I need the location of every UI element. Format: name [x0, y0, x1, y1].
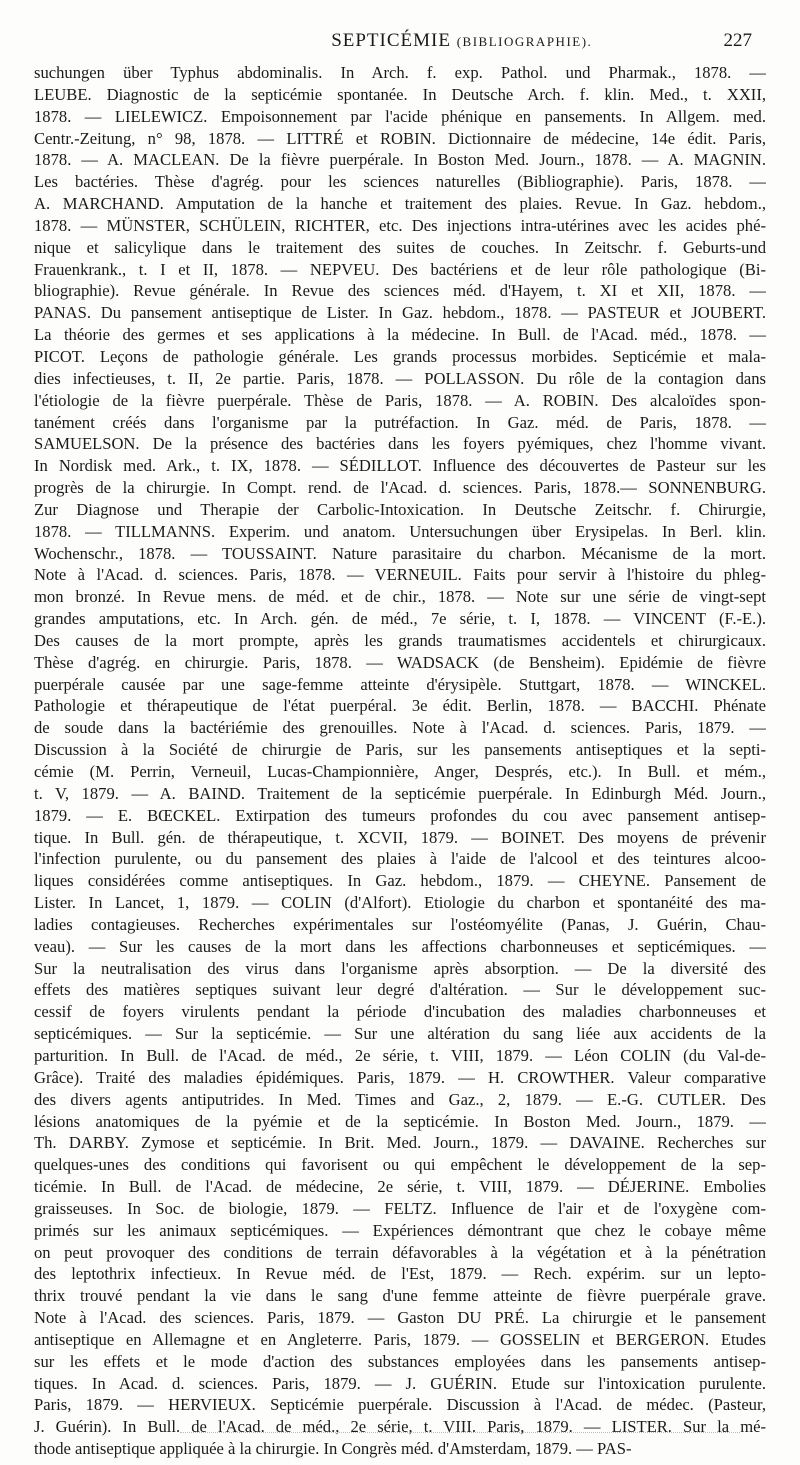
text-line: 1878. — LIELEWICZ. Empoisonnement par l'acide phénique en pansements. In Allgem. med. — [34, 106, 766, 126]
text-line: graisseuses. In Soc. de biologie, 1879. — FELTZ. Influence de l'air et de l'oxygène com- — [34, 1198, 766, 1218]
text-line: PICOT. Leçons de pathologie générale. Les grands processus morbides. Septicémie et mala- — [34, 346, 766, 366]
text-line: Centr.-Zeitung, n° 98, 1878. — LITTRÉ et ROBIN. Dictionnaire de médecine, 14e édit. Paris, — [34, 128, 766, 148]
text-line: primés sur les animaux septicémiques. — Expériences démontrant que chez le cobaye même — [34, 1220, 766, 1240]
text-line: veau). — Sur les causes de la mort dans les affections charbonneuses et septicémiques. — — [34, 936, 766, 956]
text-line: de soude dans la bactériémie des grenouilles. Note à l'Acad. d. sciences. Paris, 1879. — — [34, 718, 766, 738]
text-line: grandes amputations, etc. In Arch. gén. de méd., 7e série, t. I, 1878. — VINCENT (F.-E.). — [34, 609, 766, 629]
text-line: PANAS. Du pansement antiseptique de Lister. In Gaz. hebdom., 1878. — PASTEUR et JOUBERT. — [34, 303, 766, 323]
text-line: ticémie. In Bull. de l'Acad. de médecine, 2e série, t. VIII, 1879. — DÉJERINE. Embolies — [34, 1177, 766, 1197]
text-line: effets des matières septiques suivant leur degré d'altération. — Sur le développement suc- — [34, 980, 766, 1000]
text-line: A. MARCHAND. Amputation de la hanche et traitement des plaies. Revue. In Gaz. hebdom., — [34, 194, 766, 214]
text-line: Sur la neutralisation des virus dans l'organisme après absorption. — De la diversité des — [34, 958, 766, 978]
text-line: 1879. — E. BŒCKEL. Extirpation des tumeurs profondes du cou avec pansement antisep- — [34, 805, 766, 825]
running-title — [331, 30, 592, 52]
text-line: tiques. In Acad. d. sciences. Paris, 1879. — J. GUÉRIN. Etude sur l'intoxication purulente. — [34, 1373, 766, 1393]
footer-rule — [180, 1432, 740, 1434]
page-number: 227 — [723, 30, 752, 51]
text-line: Grâce). Traité des maladies épidémiques. Paris, 1879. — H. CROWTHER. Valeur comparative — [34, 1067, 766, 1087]
text-line: Thèse d'agrég. en chirurgie. Paris, 1878. — WADSACK (de Bensheim). Epidémie de fièvre — [34, 652, 766, 672]
text-line: Paris, 1879. — HERVIEUX. Septicémie puerpérale. Discussion à l'Acad. de médec. (Pasteur, — [34, 1395, 766, 1415]
text-line: Les bactéries. Thèse d'agrég. pour les sciences naturelles (Bibliographie). Paris, 1878. — — [34, 172, 766, 192]
text-line: l'étiologie de la fièvre puerpérale. Thèse de Paris, 1878. — A. ROBIN. Des alcaloïdes spon- — [34, 390, 766, 410]
bibliography-body — [34, 62, 766, 1460]
text-line: Th. DARBY. Zymose et septicémie. In Brit. Med. Journ., 1879. — DAVAINE. Recherches sur — [34, 1133, 766, 1153]
text-line: t. V, 1879. — A. BAIND. Traitement de la septicémie puerpérale. In Edinburgh Méd. Journ., — [34, 783, 766, 803]
text-line: nique et salicylique dans le traitement des suites de couches. In Zeitschr. f. Geburts-und — [34, 237, 766, 257]
text-line: sur les effets et le mode d'action des substances employées dans les pansements antisep- — [34, 1351, 766, 1371]
text-line: tanément créés dans l'organisme par la putréfaction. In Gaz. méd. de Paris, 1878. — — [34, 412, 766, 432]
text-line: Discussion à la Société de chirurgie de Paris, sur les pansements antiseptiques et la septi- — [34, 740, 766, 760]
text-line: thode antiseptique appliquée à la chirurgie. In Congrès méd. d'Amsterdam, 1879. — PAS- — [34, 1439, 632, 1459]
text-line: 1878. — A. MACLEAN. De la fièvre puerpérale. In Boston Med. Journ., 1878. — A. MAGNIN. — [34, 150, 766, 170]
text-line: suchungen über Typhus abdominalis. In Arch. f. exp. Pathol. und Pharmak., 1878. — — [34, 63, 766, 82]
text-line: Zur Diagnose und Therapie der Carbolic-Intoxication. In Deutsche Zeitschr. f. Chirurgie, — [34, 499, 766, 519]
text-line: progrès de la chirurgie. In Compt. rend. de l'Acad. d. sciences. Paris, 1878.— SONNENBURG. — [34, 478, 766, 498]
text-line: Des causes de la mort prompte, après les grands traumatismes accidentels et chirurgicaux. — [34, 630, 766, 650]
text-line: LEUBE. Diagnostic de la septicémie spontanée. In Deutsche Arch. f. klin. Med., t. XXII, — [34, 84, 766, 104]
text-line: Wochenschr., 1878. — TOUSSAINT. Nature parasitaire du charbon. Mécanisme de la mort. — [34, 543, 766, 563]
text-line: J. Guérin). In Bull. de l'Acad. de méd., 2e série, t. VIII. Paris, 1879. — LISTER. Sur la mé- — [34, 1417, 766, 1437]
text-line: SAMUELSON. De la présence des bactéries dans les foyers pyémiques, chez l'homme vivant. — [34, 434, 766, 454]
text-line: Note à l'Acad. des sciences. Paris, 1879. — Gaston DU PRÉ. La chirurgie et le pansement — [34, 1308, 766, 1328]
text-line: des divers agents antiputrides. In Med. Times and Gaz., 2, 1879. — E.-G. CUTLER. Des — [34, 1089, 766, 1109]
text-line: thrix trouvé pendant la vie dans le sang d'une femme atteinte de fièvre puerpérale grave. — [34, 1286, 766, 1306]
text-line: Frauenkrank., t. I et II, 1878. — NEPVEU. Des bactériens et de leur rôle pathologique (Bi- — [34, 259, 766, 279]
page-header — [60, 30, 752, 56]
text-line: cessif de foyers virulents pendant la période d'incubation des maladies charbonneuses et — [34, 1002, 766, 1022]
text-line: quelques-unes des conditions qui favorisent ou qui empêchent le développement de la sep- — [34, 1155, 766, 1175]
text-line: septicémiques. — Sur la septicémie. — Sur une altération du sang liée aux accidents de la — [34, 1024, 766, 1044]
text-line: parturition. In Bull. de l'Acad. de méd., 2e série, t. VIII, 1879. — Léon COLIN (du Val-de- — [34, 1045, 766, 1065]
text-line: 1878. — TILLMANNS. Experim. und anatom. Untersuchungen über Erysipelas. In Berl. klin. — [34, 521, 766, 541]
text-line: dies infectieuses, t. II, 2e partie. Paris, 1878. — POLLASSON. Du rôle de la contagion dans — [34, 368, 766, 388]
text-line: puerpérale causée par une sage-femme atteinte d'érysipèle. Stuttgart, 1878. — WINCKEL. — [34, 674, 766, 694]
text-line: cémie (M. Perrin, Verneuil, Lucas-Championnière, Anger, Després, etc.). In Bull. et mém., — [34, 762, 766, 781]
text-line: tique. In Bull. gén. de thérapeutique, t. XCVII, 1879. — BOINET. Des moyens de prévenir — [34, 827, 766, 847]
text-line: on peut provoquer des conditions de terrain défavorables à la végétation et à la pénétration — [34, 1242, 766, 1262]
text-line: Lister. In Lancet, 1, 1879. — COLIN (d'Alfort). Etiologie du charbon et spontanéité des ma- — [34, 893, 766, 913]
running-title-main: SEPTICÉMIE — [331, 30, 451, 51]
text-line: l'infection purulente, ou du pansement des plaies à l'aide de l'alcool et des teintures alcoo- — [34, 849, 766, 869]
text-line: La théorie des germes et ses applications à la médecine. In Bull. de l'Acad. méd., 1878. — — [34, 325, 766, 345]
text-line: lésions anatomiques de la pyémie et de la septicémie. In Boston Med. Journ., 1879. — — [34, 1111, 766, 1131]
text-line: Pathologie et thérapeutique de l'état puerpéral. 3e édit. Berlin, 1878. — BACCHI. Phénate — [34, 696, 766, 716]
text-line: Note à l'Acad. d. sciences. Paris, 1878. — VERNEUIL. Faits pour servir à l'histoire du phleg- — [34, 565, 766, 585]
text-line: In Nordisk med. Ark., t. IX, 1878. — SÉDILLOT. Influence des découvertes de Pasteur sur les — [34, 456, 766, 476]
text-line: 1878. — MÜNSTER, SCHÜLEIN, RICHTER, etc. Des injections intra-utérines avec les acides phé- — [34, 215, 766, 235]
text-line: bliographie). Revue générale. In Revue des sciences méd. d'Hayem, t. XI et XII, 1878. — — [34, 281, 766, 301]
text-line: liques considérées comme antiseptiques. In Gaz. hebdom., 1879. — CHEYNE. Pansement de — [34, 871, 766, 891]
text-line: antiseptique en Allemagne et en Angleterre. Paris, 1879. — GOSSELIN et BERGERON. Etudes — [34, 1329, 766, 1349]
text-line: ladies contagieuses. Recherches expérimentales sur l'ostéomyélite (Panas, J. Guérin, Chau- — [34, 914, 766, 934]
running-title-sub: (BIBLIOGRAPHIE). — [456, 34, 593, 49]
text-line: des leptothrix infectieux. In Revue méd. de l'Est, 1879. — Rech. expérim. sur un lepto- — [34, 1264, 766, 1284]
text-line: mon bronzé. In Revue mens. de méd. et de chir., 1878. — Note sur une série de vingt-sept — [34, 587, 766, 607]
